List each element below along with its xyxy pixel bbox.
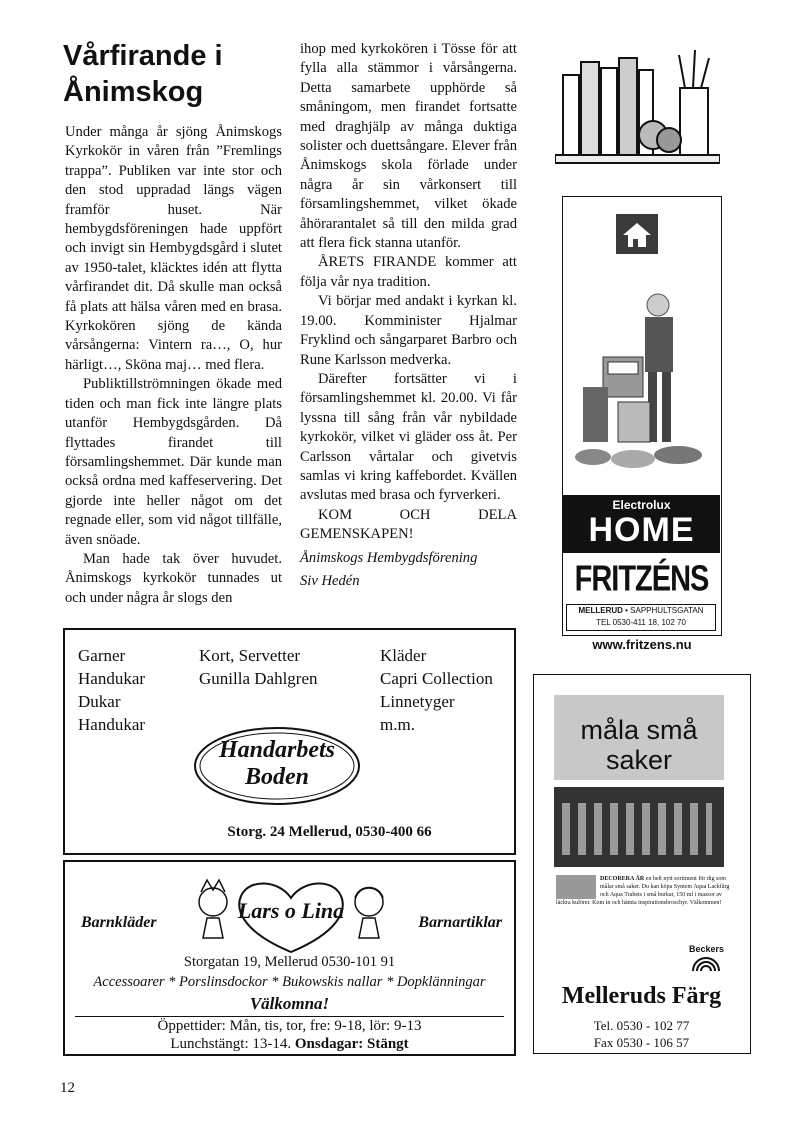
- barnklader-label: Barnkläder: [81, 914, 157, 931]
- painted-boxes-photo: [554, 695, 724, 867]
- fritzens-ad: [562, 196, 722, 636]
- logo-line-1: Handarbets: [218, 737, 335, 763]
- article-paragraph: KOM OCH DELA GEMENSKAPEN!: [300, 506, 517, 543]
- lars-o-lina-ad: [63, 860, 516, 1056]
- melleruds-farg-fax: Fax 0530 - 106 57: [593, 1035, 690, 1050]
- home-logo: HOME: [588, 511, 695, 549]
- melleruds-farg-tel: Tel. 0530 - 102 77: [593, 1018, 690, 1033]
- hb-products-1: Garner Handukar Dukar Handukar: [78, 646, 146, 734]
- page-number: 12: [60, 1080, 75, 1096]
- article-title: Vårfirande i Ånimskog: [63, 40, 223, 108]
- article-paragraph: Publiktillströmningen ökade med tiden och man fick inte längre plats utanför Hembygdsgården. Då flyttades firandet till församlingshemmet. Där kunde man också ordna med kaffeservering. Det gjorde inte heller något om det regnade eller, som vid något tillfälle, även snöade.: [65, 376, 282, 548]
- decorera-text: DECORERA ÄR en helt nytt sortiment för dig som målar små saker. Du kan köpa Syntem Aqua Lackfärg och Aqua Trabets i små burkar, 150 ml i massor av läckra kulörer. Kom in och hämta inspirationsbroschyr. Välkommen!: [556, 876, 730, 906]
- melleruds-farg-name: Melleruds Färg: [561, 983, 722, 1009]
- mala-sma-text: måla små: [580, 715, 698, 745]
- ll-address: Storgatan 19, Mellerud 0530-101 91: [183, 954, 396, 970]
- article-paragraph: ihop med kyrkokören i Tösse för att fylla alla stämmor i vårsångerna. Detta samarbete upphörde så småningom, men firandet fortsatte med draghjälp av många duktiga solister och duettsångare. Elever från Ånimskogs skola förlade under några år sin vårkonsert till församlingshemmet, vilket ökade åhörarantalet så till den milda grad att flera fick stanna utanför.: [300, 41, 517, 252]
- article-paragraph: Vi börjar med andakt i kyrkan kl. 19.00. Komminister Hjalmar Fryklind och sångarparet Barbro och Rune Karlsson medverka.: [300, 293, 517, 368]
- hb-products-3: Kläder Capri Collection Linnetyger m.m.: [380, 646, 493, 734]
- article-paragraph: Man hade tak över huvudet. Ånimskogs kyrkokör tunnades ut och under några år slogs den: [65, 550, 282, 606]
- ll-welcome: Välkomna!: [249, 994, 330, 1013]
- signature-author: Siv Hedén: [300, 572, 360, 589]
- barnartiklar-label: Barnartiklar: [418, 914, 502, 931]
- article-paragraph: Under många år sjöng Ånimskogs Kyrkokör in våren från ”Fremlings trappa”. Publiken var inte stor och den stod uppradad längs vägen framför huset. När hembygdsföreningen hade uppfört och invigt sin Hembygdsgård i slutet av 1950-talet, kläcktes idén att flytta vårfirandet dit. Då skulle man också få plats att hälsa våren med en brasa. Kyrkokören sjöng de kända vårsångerna: Vintern ra…, O, hur härligt…, Sköna maj… med flera.: [65, 124, 282, 373]
- hb-address: Storg. 24 Mellerud, 0530-400 66: [227, 824, 432, 840]
- article-column-2: [300, 40, 517, 591]
- article-column-1: [65, 123, 282, 608]
- saker-text: saker: [605, 745, 673, 775]
- melleruds-farg-ad: [533, 674, 751, 1054]
- bookshelf-illustration: [555, 40, 720, 165]
- fritzens-logo: FRITZÉNS: [574, 559, 709, 599]
- electrolux-home-banner: [563, 495, 720, 553]
- lars-o-lina-logo: Lars o Lina: [183, 872, 399, 956]
- handarbets-boden-ad: [63, 628, 516, 855]
- beckers-rainbow-icon: [691, 955, 721, 971]
- article-paragraph: ÅRETS FIRANDE kommer att följa vår nya tradition.: [300, 254, 517, 290]
- paint-can-image: [556, 875, 596, 899]
- fritzens-url: www.fritzens.nu: [592, 637, 692, 652]
- article-paragraph: Därefter fortsätter vi i församlingshemmet kl. 20.00. Vi får lyssna till sång från vår nybildade kyrkokör, vilket vi gläder oss åt. Per Carlsson vårtalar och givetvis samlas vi kring kaffebordet. Kvällen avslutas med brasa och fyrverkeri.: [300, 370, 517, 504]
- appliances-photo: [563, 197, 720, 497]
- handarbets-boden-logo: [192, 725, 362, 807]
- beckers-logo: Beckers: [689, 944, 724, 971]
- ll-opening-hours: Öppettider: Mån, tis, tor, fre: 9-18, lör: 9-13 Lunchstängt: 13-14. Onsdagar: Stängt: [157, 1018, 422, 1052]
- fritzens-address: MELLERUD • SAPPHULTSGATAN TEL 0530-411 18, 102 70: [566, 604, 716, 631]
- hb-products-2: Kort, Servetter Gunilla Dahlgren: [199, 646, 318, 688]
- electrolux-logo: Electrolux: [612, 498, 671, 512]
- ll-items: Accessoarer * Porslinsdockor * Bukowskis nallar * Dopklänningar: [93, 974, 486, 990]
- logo-line-2: Boden: [244, 764, 309, 790]
- signature-organisation: Ånimskogs Hembygdsförening: [300, 549, 478, 566]
